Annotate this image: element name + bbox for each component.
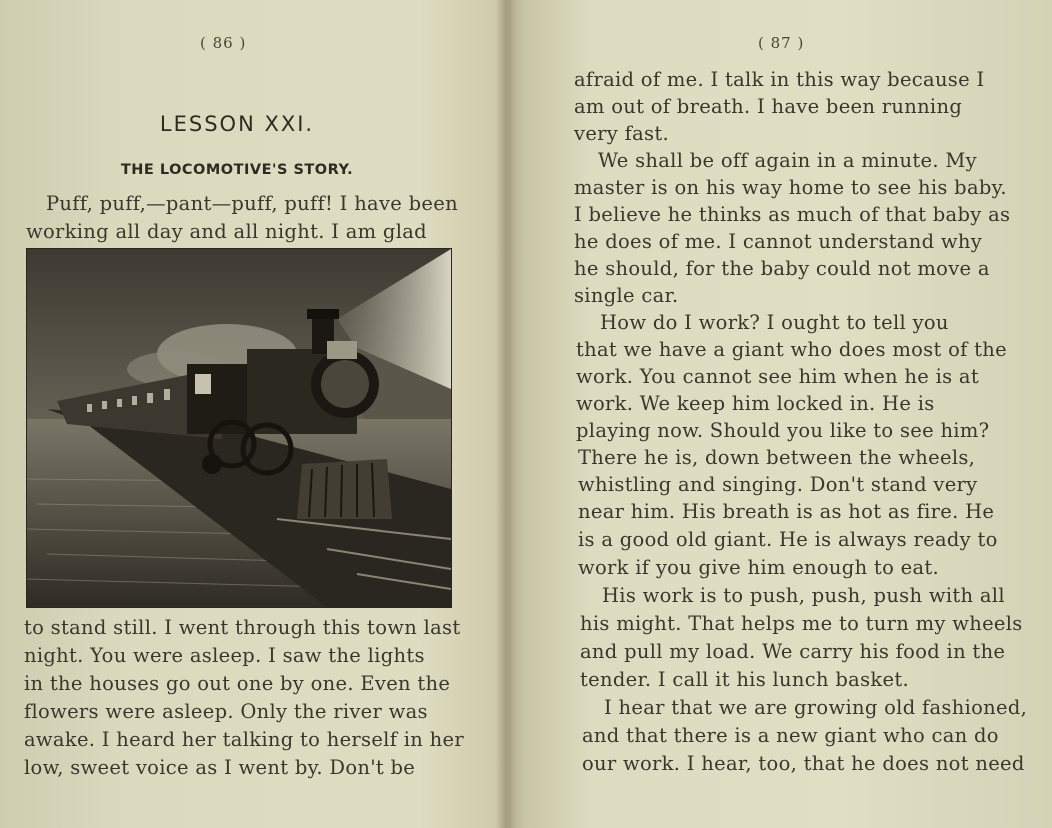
text-line: he should, for the baby could not move a — [574, 257, 990, 280]
text-line: master is on his way home to see his baby. — [574, 176, 1007, 199]
right-page — [512, 0, 1052, 828]
text-line: How do I work? I ought to tell you — [600, 311, 949, 334]
text-line: he does of me. I cannot understand why — [574, 230, 983, 253]
text-line: I believe he thinks as much of that baby as — [574, 203, 1011, 226]
text-line: playing now. Should you like to see him? — [576, 419, 990, 442]
text-line: flowers were asleep. Only the river was — [24, 700, 428, 723]
text-line: to stand still. I went through this town last — [24, 616, 461, 639]
text-line: whistling and singing. Don't stand very — [578, 473, 978, 496]
text-line: low, sweet voice as I went by. Don't be — [24, 756, 416, 779]
text-line: very fast. — [574, 122, 669, 145]
text-line: and pull my load. We carry his food in the — [580, 640, 1006, 663]
locomotive-illustration — [26, 248, 452, 608]
lesson-title: LESSON XXI. — [159, 112, 315, 136]
page-number-left: ( 86 ) — [200, 34, 247, 52]
text-line: I hear that we are growing old fashioned, — [604, 696, 1028, 719]
text-line: awake. I heard her talking to herself in her — [24, 728, 464, 751]
text-line: His work is to push, push, push with all — [602, 584, 1005, 607]
text-line: night. You were asleep. I saw the lights — [24, 644, 425, 667]
text-line: work. You cannot see him when he is at — [576, 365, 979, 388]
text-line: working all day and all night. I am glad — [26, 220, 427, 243]
text-line: his might. That helps me to turn my wheels — [580, 612, 1023, 635]
text-line: our work. I hear, too, that he does not need — [582, 752, 1025, 775]
text-line: single car. — [574, 284, 679, 307]
text-line: near him. His breath is as hot as fire. He — [578, 500, 995, 523]
text-line: is a good old giant. He is always ready to — [578, 528, 998, 551]
text-line: am out of breath. I have been running — [574, 95, 963, 118]
text-line: and that there is a new giant who can do — [582, 724, 999, 747]
left-page — [0, 0, 500, 828]
text-line: There he is, down between the wheels, — [578, 446, 976, 469]
text-line: Puff, puff,—pant—puff, puff! I have been — [46, 192, 458, 215]
text-line: work. We keep him locked in. He is — [576, 392, 935, 415]
text-line: work if you give him enough to eat. — [578, 556, 940, 579]
text-line: that we have a giant who does most of the — [576, 338, 1008, 361]
text-line: in the houses go out one by one. Even the — [24, 672, 451, 695]
page-number-right: ( 87 ) — [758, 34, 805, 52]
story-title: THE LOCOMOTIVE'S STORY. — [120, 162, 354, 178]
text-line: We shall be off again in a minute. My — [598, 149, 977, 172]
text-line: tender. I call it his lunch basket. — [580, 668, 909, 691]
locomotive-engraving-image — [27, 249, 451, 607]
text-line: afraid of me. I talk in this way because I — [574, 68, 985, 91]
